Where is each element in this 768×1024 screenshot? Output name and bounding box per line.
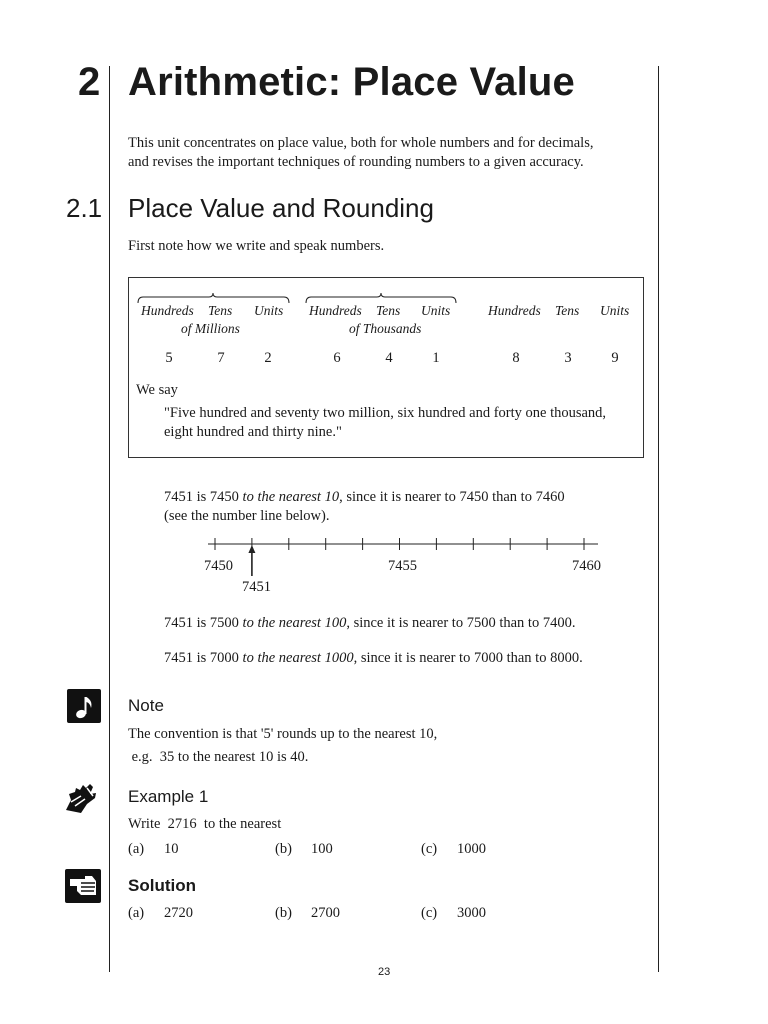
quote-line-1: "Five hundred and seventy two million, six hundred and forty one thousand, [164, 405, 607, 421]
label-hundreds-millions: Hundreds [141, 303, 194, 318]
digit: 7 [217, 350, 225, 366]
solution-part-a: (a) 2720 [128, 905, 193, 921]
rounding-thousand-text: 7451 is 7000 to the nearest 1000, since it is nearer to 7000 than to 8000. [164, 650, 583, 666]
label-of-thousands: of Thousands [349, 321, 422, 336]
label-units: Units [600, 303, 630, 318]
label-tens-millions: Tens [208, 303, 233, 318]
solution-part-c: (c) 3000 [421, 905, 486, 921]
label-tens-thousands: Tens [376, 303, 401, 318]
section-title: Place Value and Rounding [128, 193, 434, 223]
intro-line-2: and revises the important techniques of rounding numbers to a given accuracy. [128, 154, 584, 170]
note-line-1: The convention is that '5' rounds up to the nearest 10, [128, 726, 438, 742]
note-heading: Note [128, 696, 164, 715]
digit: 9 [611, 350, 619, 366]
spoken-number-quote [164, 404, 606, 442]
label-of-millions: of Millions [181, 321, 240, 336]
example-part-a: (a) 10 [128, 841, 179, 857]
first-note-text: First note how we write and speak numbers. [128, 238, 385, 254]
note-line-2: e.g. 35 to the nearest 10 is 40. [128, 749, 309, 765]
digit: 3 [564, 350, 572, 366]
digit: 5 [165, 350, 173, 366]
music-note-icon [67, 689, 101, 723]
example-prompt: Write 2716 to the nearest [128, 816, 282, 832]
chapter-title: Arithmetic: Place Value [128, 60, 576, 104]
pointing-hand-icon [65, 869, 101, 903]
label-hundreds: Hundreds [488, 303, 541, 318]
left-margin-rule [109, 66, 110, 972]
rounding-ten-line-1: 7451 is 7450 to the nearest 10, since it is nearer to 7450 than to 7460 [164, 489, 565, 505]
label-units-thousands: Units [421, 303, 451, 318]
label-units-millions: Units [254, 303, 284, 318]
intro-line-1: This unit concentrates on place value, both for whole numbers and for decimals, [128, 135, 594, 151]
we-say-label: We say [136, 382, 178, 398]
page-number: 23 [378, 966, 391, 978]
number-line-label-end: 7460 [572, 558, 601, 574]
rounding-ten-text [164, 488, 565, 526]
example-part-b: (b) 100 [275, 841, 333, 857]
number-line-label-start: 7450 [204, 558, 233, 574]
digit: 1 [432, 350, 440, 366]
chapter-number: 2 [78, 60, 101, 104]
marker-arrow-head [248, 545, 255, 553]
right-margin-rule [658, 66, 659, 972]
solution-part-b: (b) 2700 [275, 905, 340, 921]
place-value-box [128, 277, 644, 458]
note-body [128, 725, 437, 767]
intro-paragraph [128, 134, 593, 172]
label-tens: Tens [555, 303, 580, 318]
digit: 2 [264, 350, 272, 366]
quote-line-2: eight hundred and thirty nine." [164, 424, 342, 440]
number-line-label-mid: 7455 [388, 558, 417, 574]
example-heading: Example 1 [128, 787, 209, 806]
writing-hand-icon [63, 780, 99, 816]
section-number: 2.1 [66, 193, 103, 223]
digit: 8 [512, 350, 520, 366]
rounding-hundred-text: 7451 is 7500 to the nearest 100, since it is nearer to 7500 than to 7400. [164, 615, 576, 631]
rounding-ten-line-2: (see the number line below). [164, 508, 330, 524]
solution-heading: Solution [128, 876, 196, 895]
label-hundreds-thousands: Hundreds [309, 303, 362, 318]
brace-thousands [306, 293, 456, 303]
number-line-marker-label: 7451 [242, 579, 271, 595]
brace-millions [138, 293, 289, 303]
example-part-c: (c) 1000 [421, 841, 486, 857]
digit: 6 [333, 350, 341, 366]
digit: 4 [385, 350, 393, 366]
